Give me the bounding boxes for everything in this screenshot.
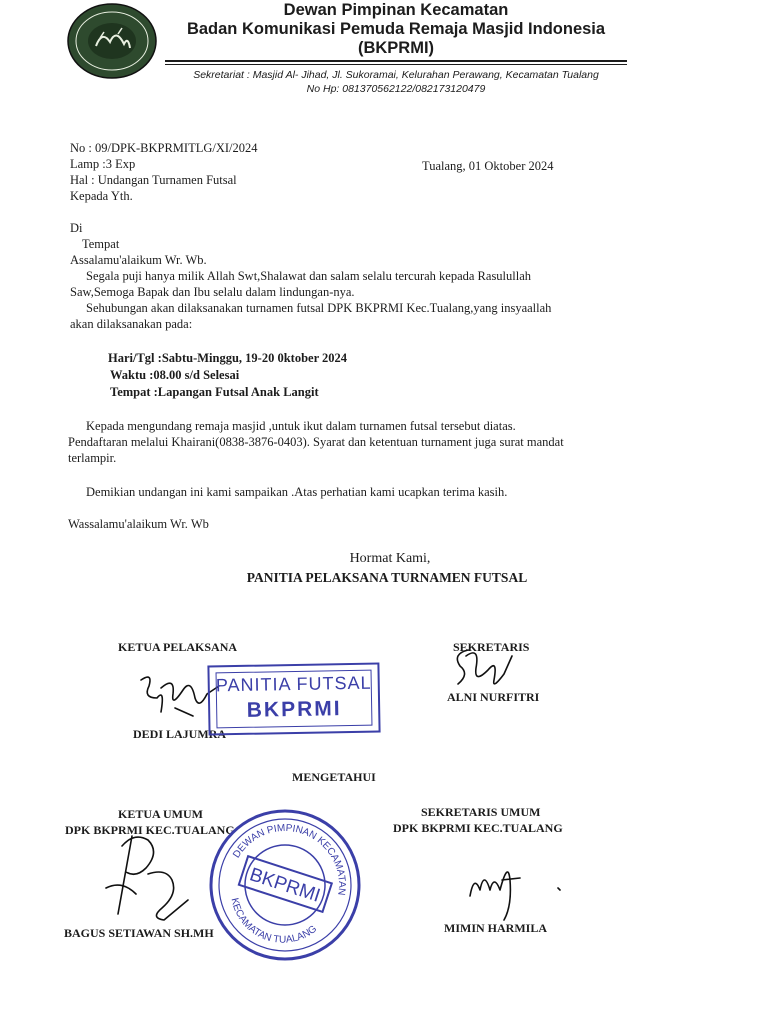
- letter-subject: Hal : Undangan Turnamen Futsal: [70, 173, 237, 187]
- round-stamp-center: BKPRMI: [246, 864, 323, 907]
- sekretaris-name: ALNI NURFITRI: [447, 690, 540, 704]
- header-rule: [165, 60, 627, 62]
- letter-date: Tualang, 01 Oktober 2024: [422, 159, 554, 173]
- ketua-pelaksana-title: KETUA PELAKSANA: [118, 640, 238, 654]
- ketua-umum-org: DPK BKPRMI KEC.TUALANG: [65, 823, 235, 837]
- round-stamp-top-text: DEWAN PIMPINAN KECAMATAN: [231, 822, 348, 896]
- letterhead-phone: No Hp: 081370562122/082173120479: [306, 83, 486, 95]
- dpk-round-stamp: [205, 805, 365, 965]
- letter-attachment: Lamp :3 Exp: [70, 157, 136, 171]
- bkprmi-logo: [66, 2, 158, 80]
- ketua-umum-signature: [92, 828, 202, 928]
- event-day: Hari/Tgl :Sabtu-Minggu, 19-20 0ktober 2024: [108, 351, 348, 365]
- paragraph-2-line-2: akan dilaksanakan pada:: [70, 317, 193, 331]
- paragraph-1-line-2: Saw,Semoga Bapak dan Ibu selalu dalam lindungan-nya.: [70, 285, 355, 299]
- letterhead-title-2: Badan Komunikasi Pemuda Remaja Masjid Indonesia: [186, 20, 606, 38]
- sekretaris-umum-name: MIMIN HARMILA: [444, 921, 547, 935]
- paragraph-3-line-3: terlampir.: [68, 451, 117, 465]
- letter-number: No : 09/DPK-BKPRMITLG/XI/2024: [70, 141, 258, 155]
- paragraph-2-line-1: Sehubungan akan dilaksanakan turnamen futsal DPK BKPRMI Kec.Tualang,yang insyaallah: [86, 301, 552, 315]
- recipient-di: Di: [70, 221, 83, 235]
- paragraph-4: Demikian undangan ini kami sampaikan .Atas perhatian kami ucapkan terima kasih.: [86, 485, 508, 499]
- ketua-umum-name: BAGUS SETIAWAN SH.MH: [64, 926, 214, 940]
- event-time: Waktu :08.00 s/d Selesai: [110, 368, 240, 382]
- event-place: Tempat :Lapangan Futsal Anak Langit: [110, 385, 319, 399]
- letterhead-address: Sekretariat : Masjid Al- Jihad, Jl. Sukoramai, Kelurahan Perawang, Kecamatan Tualang: [193, 69, 599, 81]
- ketua-pelaksana-name: DEDI LAJUMRA: [133, 727, 226, 741]
- closing: Wassalamu'alaikum Wr. Wb: [68, 517, 209, 531]
- stamp-line-1: PANITIA FUTSAL: [215, 672, 372, 696]
- panitia-futsal-stamp: [207, 663, 380, 736]
- panitia-title: PANITIA PELAKSANA TURNAMEN FUTSAL: [246, 570, 528, 585]
- hormat-kami: Hormat Kami,: [349, 551, 431, 566]
- letterhead-title-1: Dewan Pimpinan Kecamatan: [283, 1, 509, 19]
- stamp-line-2: BKPRMI: [246, 697, 342, 722]
- sekretaris-title: SEKRETARIS: [453, 640, 530, 654]
- ketua-umum-title: KETUA UMUM: [118, 807, 203, 821]
- greeting: Assalamu'alaikum Wr. Wb.: [70, 253, 207, 267]
- paragraph-1-line-1: Segala puji hanya milik Allah Swt,Shalawat dan salam selalu tercurah kepada Rasulullah: [86, 269, 532, 283]
- sekretaris-umum-signature: [458, 850, 568, 922]
- round-stamp-bottom-text: KECAMATAN TUALANG: [228, 896, 320, 946]
- sekretaris-umum-org: DPK BKPRMI KEC.TUALANG: [393, 821, 563, 835]
- letterhead-title-3: (BKPRMI): [357, 39, 435, 57]
- paragraph-3-line-2: Pendaftaran melalui Khairani(0838-3876-0403). Syarat dan ketentuan turnament juga surat mandat: [68, 435, 564, 449]
- recipient-tempat: Tempat: [82, 237, 120, 251]
- sekretaris-signature: [446, 640, 526, 696]
- recipient-kepada: Kepada Yth.: [70, 189, 133, 203]
- mengetahui: MENGETAHUI: [292, 770, 376, 784]
- sekretaris-umum-title: SEKRETARIS UMUM: [421, 805, 541, 819]
- header-rule-thin: [165, 64, 627, 65]
- paragraph-3-line-1: Kepada mengundang remaja masjid ,untuk ikut dalam turnamen futsal tersebut diatas.: [86, 419, 516, 433]
